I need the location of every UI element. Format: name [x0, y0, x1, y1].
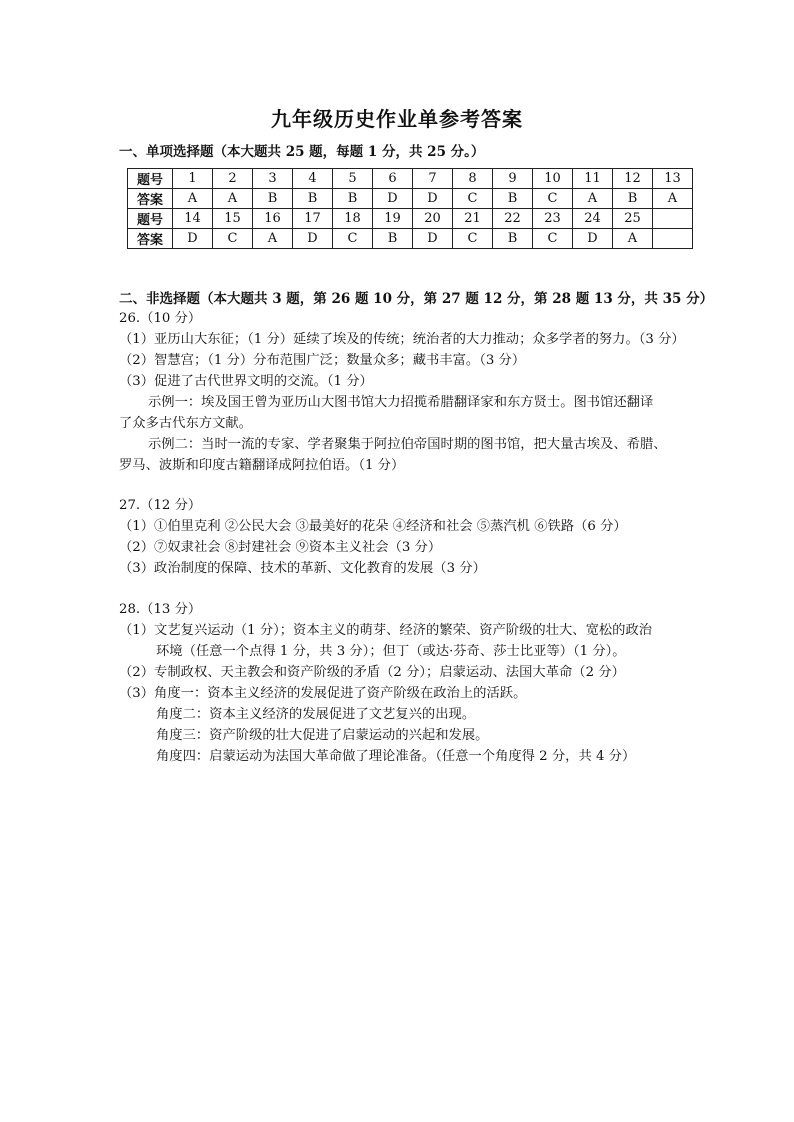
table-row-answers-2: [128, 229, 693, 249]
answer-cell: A: [253, 229, 293, 249]
section-2-heading: 二、非选择题（本大题共 3 题，第 26 题 10 分，第 27 题 12 分，第 28 题 13 分，共 35 分）: [119, 291, 714, 307]
answer-cell: A: [613, 229, 653, 249]
question-number-cell: 1: [173, 169, 213, 189]
question-number-cell: [653, 209, 693, 229]
answer-cell: [653, 229, 693, 249]
q28-answer-3-angle-1: （3）角度一：资本主义经济的发展促进了资产阶级在政治上的活跃。: [119, 686, 527, 701]
answer-cell: D: [373, 189, 413, 209]
answer-cell: C: [453, 229, 493, 249]
answer-cell: A: [573, 189, 613, 209]
q28-answer-1-line-1: （1）文艺复兴运动（1 分）；资本主义的萌芽、经济的繁荣、资产阶级的壮大、宽松的政治: [119, 623, 653, 638]
answer-table: [127, 168, 693, 249]
q27-answer-3: （3）政治制度的保障、技术的革新、文化教育的发展（3 分）: [119, 561, 486, 576]
question-number-cell: 13: [653, 169, 693, 189]
q28-answer-3-angle-2: 角度二：资本主义经济的发展促进了文艺复兴的出现。: [156, 707, 476, 722]
q26-example-1-line-2: 了众多古代东方文献。: [119, 416, 252, 431]
table-row-label: 答案: [128, 229, 173, 249]
q26-heading: 26.（10 分）: [119, 311, 202, 326]
question-number-cell: 11: [573, 169, 613, 189]
table-row-numbers-2: [128, 209, 693, 229]
question-number-cell: 8: [453, 169, 493, 189]
section-1-heading: 一、单项选择题（本大题共 25 题，每题 1 分，共 25 分。）: [119, 144, 485, 160]
answer-cell: D: [573, 229, 613, 249]
table-row-label: 答案: [128, 189, 173, 209]
answer-cell: B: [253, 189, 293, 209]
question-number-cell: 14: [173, 209, 213, 229]
q26-example-2-line-1: 示例二：当时一流的专家、学者聚集于阿拉伯帝国时期的图书馆，把大量古埃及、希腊、: [148, 437, 667, 452]
question-number-cell: 25: [613, 209, 653, 229]
answer-cell: D: [413, 189, 453, 209]
q26-answer-1: （1）亚历山大东征；（1 分）延续了埃及的传统；统治者的大力推动；众多学者的努力。（3 分）: [119, 332, 685, 347]
question-number-cell: 15: [213, 209, 253, 229]
table-row-numbers-1: [128, 169, 693, 189]
q26-example-2-line-2: 罗马、波斯和印度古籍翻译成阿拉伯语。（1 分）: [119, 458, 405, 473]
answer-cell: C: [533, 189, 573, 209]
q28-answer-2: （2）专制政权、天主教会和资产阶级的矛盾（2 分）；启蒙运动、法国大革命（2 分）: [119, 665, 625, 680]
question-number-cell: 19: [373, 209, 413, 229]
question-number-cell: 16: [253, 209, 293, 229]
table-row-label: 题号: [128, 169, 173, 189]
question-number-cell: 2: [213, 169, 253, 189]
q27-answer-2: （2）⑦奴隶社会 ⑧封建社会 ⑨资本主义社会（3 分）: [119, 540, 442, 555]
question-number-cell: 24: [573, 209, 613, 229]
answer-cell: D: [173, 229, 213, 249]
answer-cell: A: [213, 189, 253, 209]
q26-answer-2: （2）智慧宫；（1 分）分布范围广泛；数量众多；藏书丰富。（3 分）: [119, 353, 526, 368]
question-number-cell: 4: [293, 169, 333, 189]
answer-cell: D: [293, 229, 333, 249]
question-number-cell: 3: [253, 169, 293, 189]
answer-cell: B: [493, 189, 533, 209]
table-row-label: 题号: [128, 209, 173, 229]
q26-answer-3: （3）促进了古代世界文明的交流。（1 分）: [119, 374, 373, 389]
question-number-cell: 10: [533, 169, 573, 189]
question-number-cell: 7: [413, 169, 453, 189]
question-number-cell: 23: [533, 209, 573, 229]
question-number-cell: 5: [333, 169, 373, 189]
question-number-cell: 20: [413, 209, 453, 229]
answer-cell: A: [173, 189, 213, 209]
answer-cell: C: [333, 229, 373, 249]
question-number-cell: 9: [493, 169, 533, 189]
q27-answer-1: （1）①伯里克利 ②公民大会 ③最美好的花朵 ④经济和社会 ⑤蒸汽机 ⑥铁路（6 分）: [119, 519, 627, 534]
question-number-cell: 22: [493, 209, 533, 229]
question-number-cell: 21: [453, 209, 493, 229]
q28-answer-3-angle-3: 角度三：资产阶级的壮大促进了启蒙运动的兴起和发展。: [156, 728, 489, 743]
q28-answer-3-angle-4: 角度四：启蒙运动为法国大革命做了理论准备。（任意一个角度得 2 分，共 4 分）: [156, 749, 636, 764]
page-title: 九年级历史作业单参考答案: [271, 107, 523, 131]
question-number-cell: 6: [373, 169, 413, 189]
answer-cell: B: [373, 229, 413, 249]
q28-heading: 28.（13 分）: [119, 602, 202, 617]
answer-cell: C: [453, 189, 493, 209]
answer-cell: B: [333, 189, 373, 209]
q28-answer-1-line-2: 环境（任意一个点得 1 分，共 3 分）；但丁（或达·芬奇、莎士比亚等）（1 分）。: [156, 644, 626, 659]
answer-cell: A: [653, 189, 693, 209]
answer-cell: B: [613, 189, 653, 209]
answer-cell: B: [493, 229, 533, 249]
answer-cell: B: [293, 189, 333, 209]
question-number-cell: 17: [293, 209, 333, 229]
answer-cell: C: [213, 229, 253, 249]
question-number-cell: 18: [333, 209, 373, 229]
answer-cell: C: [533, 229, 573, 249]
q27-heading: 27.（12 分）: [119, 498, 202, 513]
table-row-answers-1: [128, 189, 693, 209]
q26-example-1-line-1: 示例一：埃及国王曾为亚历山大图书馆大力招揽希腊翻译家和东方贤士。图书馆还翻译: [148, 395, 654, 410]
answer-cell: D: [413, 229, 453, 249]
question-number-cell: 12: [613, 169, 653, 189]
